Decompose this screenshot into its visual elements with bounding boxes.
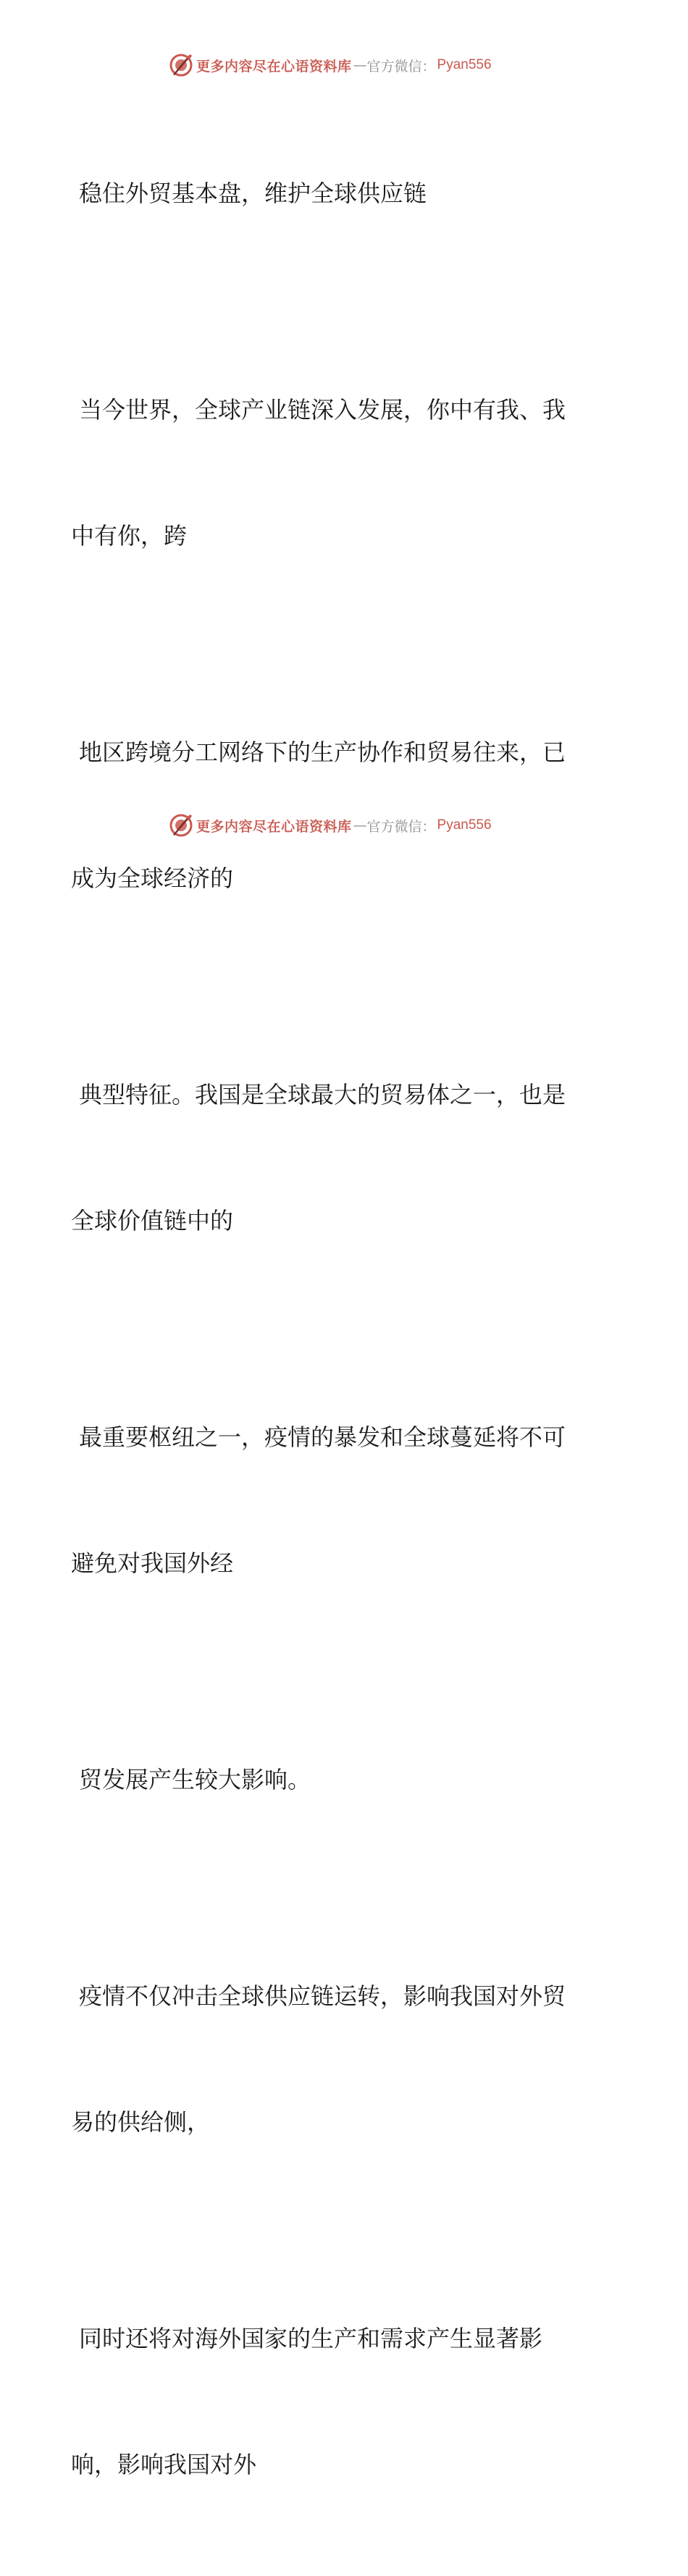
quill-pen-seal-icon xyxy=(169,813,193,838)
footer-official-label: 官方微信： xyxy=(366,818,436,835)
paragraph-3 xyxy=(71,990,607,1326)
quill-pen-seal-icon xyxy=(169,53,193,77)
paragraph-line: 同时还将对海外国家的生产和需求产生显著影 xyxy=(79,2325,543,2352)
paragraph-7 xyxy=(71,2234,607,2569)
footer-brand-text: 更多内容尽在心语资料库 xyxy=(196,818,352,835)
paragraph-5 xyxy=(71,1675,607,1885)
paragraph-line: 易的供给侧， xyxy=(71,2108,211,2136)
article-body xyxy=(71,88,607,2576)
paragraph-line: 避免对我国外经 xyxy=(71,1549,234,1577)
article-title xyxy=(71,88,607,298)
header-separator: — xyxy=(353,57,367,73)
footer-separator: — xyxy=(353,817,367,833)
paragraph-line: 贸发展产生较大影响。 xyxy=(79,1766,311,1793)
paragraph-line: 全球价值链中的 xyxy=(71,1207,234,1234)
paragraph-line: 典型特征。我国是全球最大的贸易体之一，也是 xyxy=(79,1081,566,1108)
header-official-label: 官方微信： xyxy=(366,58,436,75)
paragraph-line: 最重要枢纽之一，疫情的暴发和全球蔓延将不可 xyxy=(79,1423,566,1451)
paragraph-line: 当今世界，全球产业链深入发展，你中有我、我 xyxy=(79,396,566,424)
paragraph-4 xyxy=(71,1332,607,1668)
header-brand-text: 更多内容尽在心语资料库 xyxy=(196,58,352,75)
footer-wechat-id: Pyan556 xyxy=(437,817,492,833)
header-banner[interactable] xyxy=(169,52,492,78)
article-title-text: 稳住外贸基本盘，维护全球供应链 xyxy=(79,180,427,207)
paragraph-line: 中有你，跨 xyxy=(71,522,188,550)
paragraph-1 xyxy=(71,305,607,641)
header-wechat-id: Pyan556 xyxy=(437,57,492,72)
paragraph-line: 地区跨境分工网络下的生产协作和贸易往来，已 xyxy=(79,738,566,766)
paragraph-6 xyxy=(71,1891,607,2227)
paragraph-line: 成为全球经济的 xyxy=(71,864,234,892)
paragraph-line: 疫情不仅冲击全球供应链运转，影响我国对外贸 xyxy=(79,1982,566,2010)
paragraph-line: 响，影响我国对外 xyxy=(71,2451,257,2478)
footer-banner[interactable] xyxy=(169,812,492,838)
